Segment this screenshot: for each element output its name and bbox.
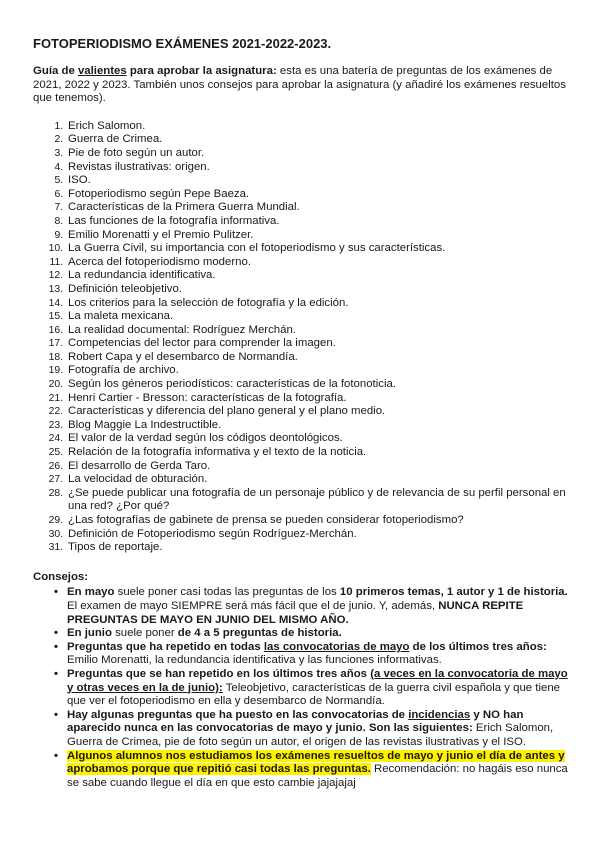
intro-lead: Guía de bbox=[33, 65, 78, 77]
topic-item: 17. Competencias del lector para comprender la imagen. bbox=[66, 337, 570, 351]
document-title: FOTOPERIODISMO EXÁMENES 2021-2022-2023. bbox=[33, 36, 332, 51]
topic-item: 8. Las funciones de la fotografía informativa. bbox=[66, 215, 570, 229]
topic-item: 18. Robert Capa y el desembarco de Normandía. bbox=[66, 351, 570, 365]
intro-paragraph bbox=[33, 65, 570, 106]
tip-bold: En junio bbox=[67, 627, 112, 640]
topic-item: 29. ¿Las fotografías de gabinete de prensa se pueden considerar fotoperiodismo? bbox=[66, 514, 570, 528]
topic-item: 26. El desarrollo de Gerda Taro. bbox=[66, 460, 570, 474]
topic-item: 14. Los criterios para la selección de fotografía y la edición. bbox=[66, 297, 570, 311]
topics-list bbox=[33, 120, 570, 555]
topic-item: 9. Emilio Morenatti y el Premio Pulitzer. bbox=[66, 229, 570, 243]
topic-item: 27. La velocidad de obturación. bbox=[66, 473, 570, 487]
topic-item: 15. La maleta mexicana. bbox=[66, 310, 570, 324]
topic-item: 19. Fotografía de archivo. bbox=[66, 364, 570, 378]
tip-bold-underlined: incidencias bbox=[408, 708, 471, 721]
topic-item: 28. ¿Se puede publicar una fotografía de un personaje público y de relevancia de su perfil personal en una red? ¿Por qué? bbox=[66, 487, 570, 514]
tip-bold: NUNCA REPITE PREGUNTAS DE MAYO EN JUNIO DEL MISMO AÑO. bbox=[67, 599, 524, 626]
tip-item bbox=[54, 586, 570, 627]
topic-item: 12. La redundancia identificativa. bbox=[66, 269, 570, 283]
consejos-list bbox=[33, 586, 570, 790]
topic-item: 21. Henri Cartier - Bresson: características de la fotografía. bbox=[66, 392, 570, 406]
topic-item: 25. Relación de la fotografía informativa y el texto de la noticia. bbox=[66, 446, 570, 460]
tip-bold: Preguntas que se han repetido en los últimos tres años bbox=[67, 667, 371, 680]
topic-item: 2. Guerra de Crimea. bbox=[66, 133, 570, 147]
bullet-icon: • bbox=[54, 708, 58, 721]
tip-text: suele poner casi todas las preguntas de los bbox=[114, 586, 340, 599]
tip-bold-underlined: las convocatorias de mayo bbox=[263, 640, 410, 653]
tip-text: suele poner bbox=[111, 627, 178, 640]
intro-lead-end: para aprobar la asignatura: bbox=[126, 65, 277, 77]
topic-item: 23. Blog Maggie La Indestructible. bbox=[66, 419, 570, 433]
topic-item: 20. Según los géneros periodísticos: características de la fotonoticia. bbox=[66, 378, 570, 392]
topic-item: 24. El valor de la verdad según los códigos deontológicos. bbox=[66, 432, 570, 446]
topic-item: 13. Definición teleobjetivo. bbox=[66, 283, 570, 297]
bullet-icon: • bbox=[54, 627, 58, 640]
bullet-icon: • bbox=[54, 586, 58, 599]
tip-text: Recomendación: no hagáis eso nunca se sabe cuando llegue el día en que esto cambie jajajajaj bbox=[67, 763, 568, 789]
tip-item bbox=[54, 708, 570, 750]
intro-text: esta es una batería de preguntas de los exámenes de 2021, 2022 y 2023. También unos consejos para aprobar la asignatura (y añadiré los exámenes resueltos que tenemos). bbox=[33, 65, 566, 105]
tip-text: El examen de mayo SIEMPRE será más fácil que el de junio. Y, además, bbox=[67, 599, 439, 612]
bullet-icon: • bbox=[54, 749, 58, 762]
topic-item: 11. Acerca del fotoperiodismo moderno. bbox=[66, 256, 570, 270]
tip-item bbox=[54, 627, 570, 641]
tip-bold-underlined: (a veces en la convocatoria de mayo y otras veces en la de junio): bbox=[67, 667, 568, 694]
tip-highlighted: Algunos alumnos nos estudiamos los exámenes resueltos de mayo y junio el día de antes y aprobamos porque que repitió casi todas las preguntas. bbox=[67, 749, 565, 776]
tip-item bbox=[54, 749, 570, 791]
topic-item: 30. Definición de Fotoperiodismo según Rodríguez-Merchán. bbox=[66, 528, 570, 542]
tip-bold: Preguntas que ha repetido en todas bbox=[67, 640, 264, 653]
tip-item bbox=[54, 640, 570, 668]
consejos-heading: Consejos: bbox=[33, 570, 89, 583]
tip-text: Emilio Morenatti, la redundancia identificativa y las funciones informativas. bbox=[67, 654, 442, 667]
intro-underlined: valientes bbox=[77, 65, 127, 77]
tip-bold: de los últimos tres años: bbox=[409, 640, 547, 653]
topic-item: 10. La Guerra Civil, su importancia con el fotoperiodismo y sus características. bbox=[66, 242, 570, 256]
topic-item: 3. Pie de foto según un autor. bbox=[66, 147, 570, 161]
tip-item bbox=[54, 667, 570, 709]
topic-item: 6. Fotoperiodismo según Pepe Baeza. bbox=[66, 188, 570, 202]
topic-item: 16. La realidad documental: Rodríguez Merchán. bbox=[66, 324, 570, 338]
tip-bold: de 4 a 5 preguntas de historia. bbox=[177, 627, 342, 640]
topic-item: 4. Revistas ilustrativas: origen. bbox=[66, 161, 570, 175]
bullet-icon: • bbox=[54, 640, 58, 653]
tip-bold: y NO han aparecido nunca en las convocatorias de mayo y junio. Son las siguientes: bbox=[67, 708, 524, 735]
topic-item: 5. ISO. bbox=[66, 174, 570, 188]
tip-bold: En mayo bbox=[67, 586, 115, 599]
tip-text: Erich Salomon, Guerra de Crimea, pie de foto según un autor, el origen de las revistas ilustrativas y el ISO. bbox=[67, 722, 554, 748]
tip-bold: Hay algunas preguntas que ha puesto en las convocatorias de bbox=[67, 708, 409, 721]
topic-item: 22. Características y diferencia del plano general y el plano medio. bbox=[66, 405, 570, 419]
tip-bold: 10 primeros temas, 1 autor y 1 de historia. bbox=[339, 586, 568, 599]
topic-item: 31. Tipos de reportaje. bbox=[66, 541, 570, 555]
bullet-icon: • bbox=[54, 667, 58, 680]
topic-item: 7. Características de la Primera Guerra Mundial. bbox=[66, 201, 570, 215]
tip-text: Teleobjetivo, características de la guerra civil española y que tiene que ver el fotoperiodismo en ella y desembarco de Normandía. bbox=[67, 681, 561, 708]
topic-item: 1. Erich Salomon. bbox=[66, 120, 570, 134]
